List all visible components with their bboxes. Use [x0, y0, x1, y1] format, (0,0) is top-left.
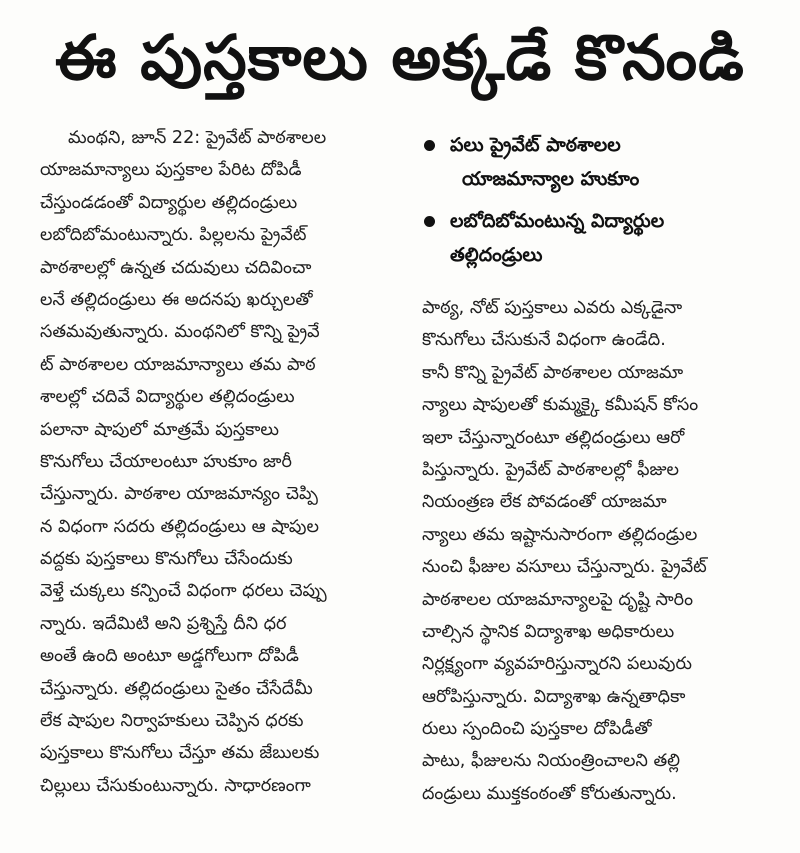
body-line: యాజమాన్యాలు పుస్తకాల పేరిట దోపిడీ [40, 160, 302, 181]
body-line: ట్ పాఠశాలల యాజమాన్యాలు తమ పాఠ [40, 354, 316, 375]
body-line: పాటు, ఫీజులను నియంత్రించాలని తల్లి [422, 751, 681, 772]
body-line: దండ్రులు ముక్తకంఠంతో కోరుతున్నారు. [422, 783, 677, 804]
body-line: చాల్సిన స్థానిక విద్యాశాఖ అధికారులు [422, 621, 675, 642]
headline: ఈ పుస్తకాలు అక్కడే కొనండి [55, 21, 745, 94]
body-line: న్యాలు షాపులతో కుమ్మక్కై కమీషన్ కోసం [422, 395, 699, 416]
body-line: సతమవుతున్నారు. మంథనిలో కొన్ని ప్రైవే [40, 322, 320, 343]
body-line: న్యాలు తమ ఇష్టానుసారంగా తల్లిదండ్రుల [422, 524, 698, 545]
body-line: ఇలా చేస్తున్నారంటూ తల్లిదండ్రులు ఆరో [422, 427, 685, 448]
highlight-line: లబోదిబోమంటున్న విద్యార్థుల [450, 210, 665, 232]
right-column [422, 292, 780, 810]
bullet-icon [424, 216, 435, 227]
highlight-line: యాజమాన్యాల హుకూం [462, 168, 640, 190]
body-line: వద్దకు పుస్తకాలు కొనుగోలు చేసేందుకు [40, 549, 293, 570]
body-line: కొనుగోలు చేసుకునే విధంగా ఉండేది. [422, 330, 666, 351]
body-line: చిల్లులు చేసుకుంటున్నారు. సాధారణంగా [40, 775, 311, 796]
body-line: కానీ కొన్ని ప్రైవేట్ పాఠశాలల యాజమా [422, 362, 684, 383]
body-line: చేస్తుండడంతో విద్యార్థుల తల్లిదండ్రులు [40, 192, 298, 213]
highlights-box [422, 128, 782, 280]
body-line: రులు స్పందించి పుస్తకాల దోపిడీతో [422, 719, 652, 740]
highlight-line: తల్లిదండ్రులు [450, 244, 543, 266]
body-line: నియంత్రణ లేక పోవడంతో యాజమా [422, 492, 667, 513]
body-line: కొనుగోలు చేయాలంటూ హుకూం జారీ [40, 451, 292, 472]
left-column [40, 122, 400, 802]
bullet-icon [424, 140, 435, 151]
body-line: పలానా షాపులో మాత్రమే పుస్తకాలు [40, 419, 279, 440]
body-line: న విధంగా సదరు తల్లిదండ్రులు ఆ షాపుల [40, 516, 319, 537]
body-line: మంథని, జూన్ 22: ప్రైవేట్ పాఠశాలల [68, 128, 327, 148]
body-line: పాఠశాలల యాజమాన్యాలపై దృష్టి సారిం [422, 589, 694, 610]
body-line: ఆరోపిస్తున్నారు. విద్యాశాఖ ఉన్నతాధికా [422, 686, 686, 707]
body-line: నుంచి ఫీజుల వసూలు చేస్తున్నారు. ప్రైవేట్ [422, 557, 707, 578]
body-line: చేస్తున్నారు. పాఠశాల యాజమాన్యం చెప్పి [40, 484, 318, 505]
body-line: పుస్తకాలు కొనుగోలు చేస్తూ తమ జేబులకు [40, 743, 320, 764]
highlight-line: పలు ప్రైవేట్ పాఠశాలల [450, 134, 621, 156]
body-line: పిస్తున్నారు. ప్రైవేట్ పాఠశాలల్లో ఫీజుల [422, 459, 679, 480]
body-line: అంతే ఉంది అంటూ అడ్డగోలుగా దోపిడీ [40, 646, 299, 667]
body-line: లేక షాపుల నిర్వాహకులు చెప్పిన ధరకు [40, 711, 304, 732]
body-line: న్నారు. ఇదేమిటి అని ప్రశ్నిస్తే దీని ధర [40, 613, 287, 634]
body-line: లబోదిబోమంటున్నారు. పిల్లలను ప్రైవేట్ [40, 225, 307, 246]
body-line: పాఠశాలల్లో ఉన్నత చదువులు చదివించా [40, 257, 312, 278]
highlight-item [422, 204, 782, 272]
body-line: లనే తల్లిదండ్రులు ఈ అదనపు ఖర్చులతో [40, 289, 313, 310]
body-line: చేస్తున్నారు. తల్లిదండ్రులు సైతం చేసేదేమీ [40, 678, 313, 699]
body-line: వెళ్తే చుక్కలు కన్పించే విధంగా ధరలు చెప్పు [40, 581, 327, 602]
body-line: పాఠ్య, నోట్ పుస్తకాలు ఎవరు ఎక్కడైనా [422, 298, 683, 318]
highlight-item [422, 128, 782, 196]
body-line: శాలల్లో చదివే విద్యార్థుల తల్లిదండ్రులు [40, 387, 295, 408]
body-line: నిర్లక్ష్యంగా వ్యవహరిస్తున్నారని పలువురు [422, 654, 692, 675]
